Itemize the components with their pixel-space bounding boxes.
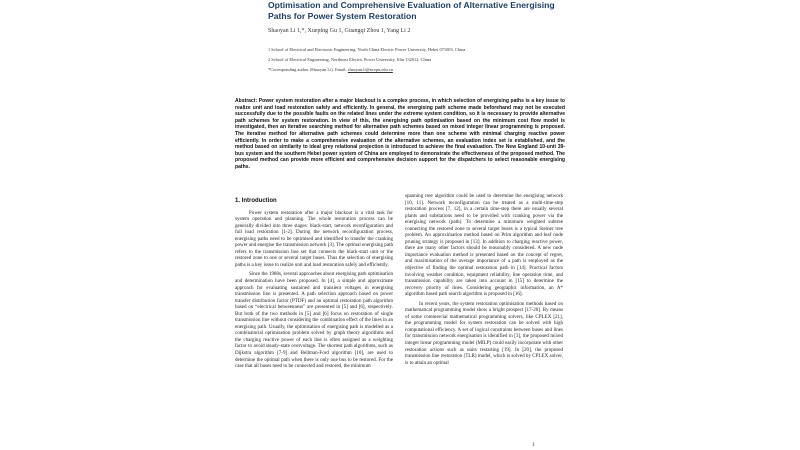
paper-page	[230, 0, 570, 450]
paragraph: spanning tree algorithm could be used to determine the energising network [10, 11]. Network reconfiguration can be treated as a multi-time-step restoration process [7, 12], in a certain time-step there are usually several plants and substations need to be provided with cranking power via the energising network (path). To determine a minimum weighted subtree connecting the restored zone to several target buses is a typical Steiner tree problem. An approximation method based on Prim algorithm and leaf node pruning strategy is proposed in [13]. In addition to charging reactive power, there are many other factors should be reasonably considered. A new node importance evaluation method is presented based on the concept of regret, and maximisation of the average importance of a path is employed as the objective of finding the optimal restoration path in [14]. Practical factors involving weather condition, equipment reliability, line operation time, and transmission capability are taken into account in [15] to determine the recovery priority of lines. Considering geographic information, an A* algorithm based path search algorithm is proposed in [16].	[405, 193, 563, 298]
abstract: Abstract: Power system restoration after a major blackout is a complex process, in which selection of energising paths is a key issue to realize unit and load restoration safely and efficiently. In general, the energising path scheme made beforehand may not be executed successfully due to the possible faults on the related lines under the extreme system condition, so it is necessary to provide alternative path schemes for system restoration. In view of this, the energising path optimisation based on the minimum cost flow model is investigated, then an iterative searching method for alternative path schemes based on mixed integer linear programming is proposed. The iterative method for alternative path schemes could determine more than one scheme with minimal charging reactive power efficiently. In order to make a comprehensive evaluation of the alternative schemes, an evaluation index set is established, and the method based on similarity to ideal grey relational projection is introduced to achieve the final evaluation. The New England 10-unit 39-bus system and the southern Hebei power system of China are employed to demonstrate the effectiveness of the proposed method. The proposed method can provide more efficient and comprehensive decision support for the dispatchers to select reasonable energising paths.	[235, 98, 565, 170]
affiliation-2: 2 School of Electrical Engineering, Northeast Electric Power University, Jilin 132012, China	[268, 57, 432, 62]
affiliation-1: 1 School of Electrical and Electronic Engineering, North China Electric Power University, Hebei 071003, China	[268, 47, 466, 52]
paragraph: Power system restoration after a major blackout is a vital task for system operation and planning. The whole restoration process can be generally divided into three stages: black-start, network reconfiguration and full load restoration [1-2]. During the network reconfiguration process, energising paths need to be optimised and identified to transfer the cranking power and energise the transmission network [3]. The optimal energising path refers to the transmission line set that connects the black-start unit or the restored zone to one or several target buses. Thus the selection of energising paths is a key issue to realize unit and load restoration safely and efficiently.	[235, 209, 393, 268]
corresponding-author	[268, 67, 393, 72]
page-number: 1	[532, 442, 535, 448]
paragraph: In recent years, the system restoration optimisation methods based on mathematical programming model show a bright prospect [17-20]. By means of some commercial mathematical programming solvers, like CPLEX [21], the programming model for system restoration can be solved with high computational efficiency. A set of logical constraints between buses and lines for transmission network energisation is identified in [3], the proposed mixed integer linear programming model (MILP) could easily incorporate with other restoration actions such as units restarting [19]. In [20], the proposed transmission line restoration (TLR) model, which is solved by CPLEX solver, is to attain an optimal	[405, 300, 563, 366]
right-column	[405, 193, 563, 369]
email-link[interactable]: shaoyan.li@ncepu.edu.cn	[347, 67, 393, 72]
paragraph: Since the 1980s, several approaches about energising path optimisation and determination have been proposed. In [4], a simple and approximate approach for evaluating sustained and transient voltages in energising transmission line is presented. A path selection approach based on power transfer distribution factor (PTDF) and an optimal restoration path algorithm based on “electrical betweenness” are presented in [5] and [6], respectively. But both of the two methods in [5] and [6] focus on restoration of single transmission line without considering the combination effect of the lines in an energising path. Usually, the optimisation of energising path is modelled as a combinatorial optimisation problem solved by graph theory algorithms and the charging reactive power of each line is often assigned as a weighting factor to avoid steady-state overvoltage. The shortest path algorithms, such as Dijkstra algorithm [7-9] and Bellman-Ford algorithm [10], are used to determine the optimal path when there is only one bus to be restored. For the case that all buses need to be connected and restored, the minimum	[235, 271, 393, 370]
left-column	[235, 198, 393, 373]
section-heading-introduction: 1. Introduction	[235, 198, 277, 204]
corresponding-label: *Corresponding author (Shaoyan Li). Email:	[268, 67, 347, 72]
author-list: Shaoyan Li 1,*, Xueping Gu 1, Guangqi Zhou 1, Yang Li 2	[268, 28, 411, 34]
paper-title: Optimisation and Comprehensive Evaluation of Alternative Energising Paths for Power System Restoration	[268, 0, 555, 21]
